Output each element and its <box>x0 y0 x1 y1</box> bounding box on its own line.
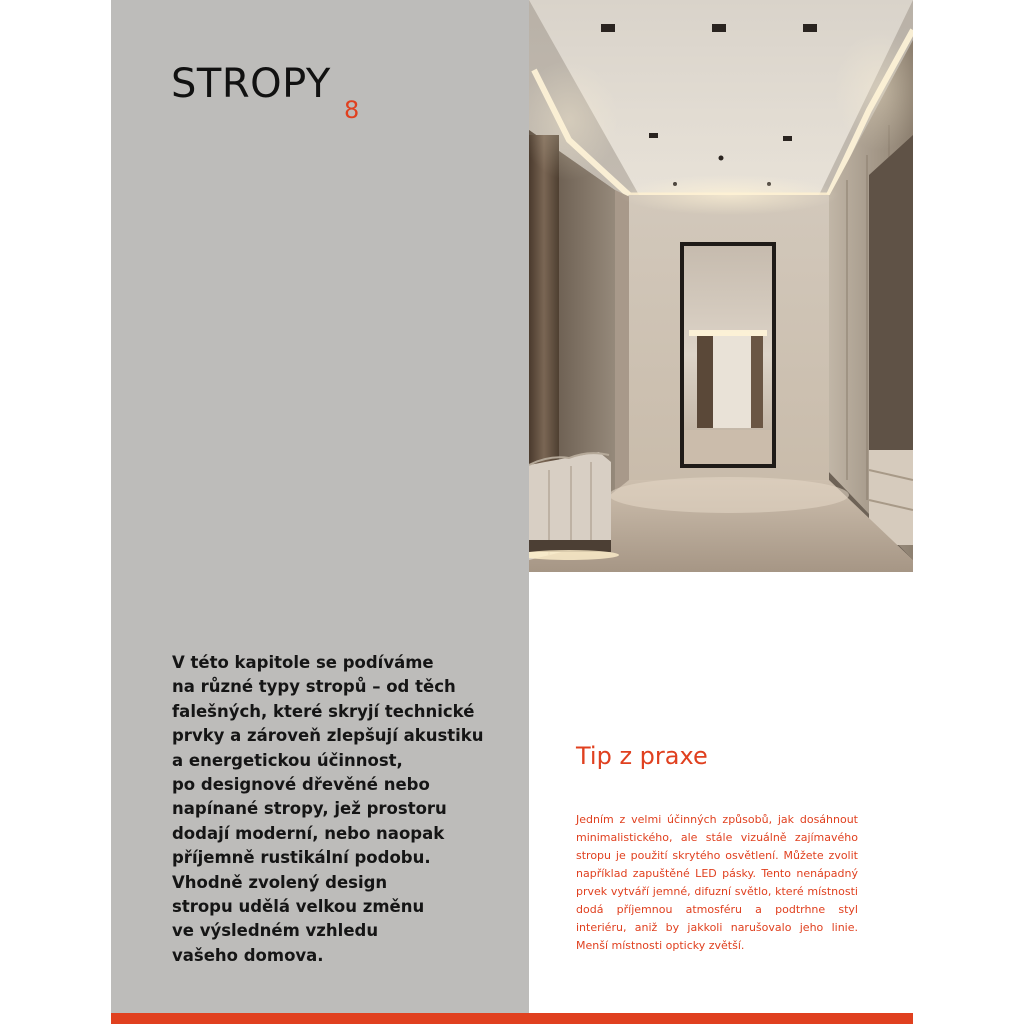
tip-title: Tip z praxe <box>576 742 708 770</box>
bottom-accent-bar <box>111 1013 913 1024</box>
hallway-photo <box>529 0 913 572</box>
chapter-number: 8 <box>344 96 360 124</box>
chapter-title: STROPY <box>171 61 331 107</box>
tip-paragraph: Jedním z velmi účinných způsobů, jak dosáhnout minimalistického, ale stále vizuálně zajímavého stropu je použití skrytého osvětlení. Můžete zvolit například zapuštěné LED pásky. Tento nenápadný prvek vytváří jemné, difuzní světlo, které místnosti dodá příjemnou atmosféru a podtrhne styl interiéru, aniž by jakkoli narušovalo jeho linie. Menší místnosti opticky zvětší. <box>576 813 858 952</box>
intro-paragraph: V této kapitole se podíváme na různé typy stropů – od těch falešných, které skryjí technické prvky a zároveň zlepšují akustiku a energetickou účinnost, po designové dřevěné nebo napínané stropy, jež prostoru dodají moderní, nebo naopak příjemně rustikální podobu. Vhodně zvolený design stropu udělá velkou změnu ve výsledném vzhledu vašeho domova. <box>172 653 484 965</box>
